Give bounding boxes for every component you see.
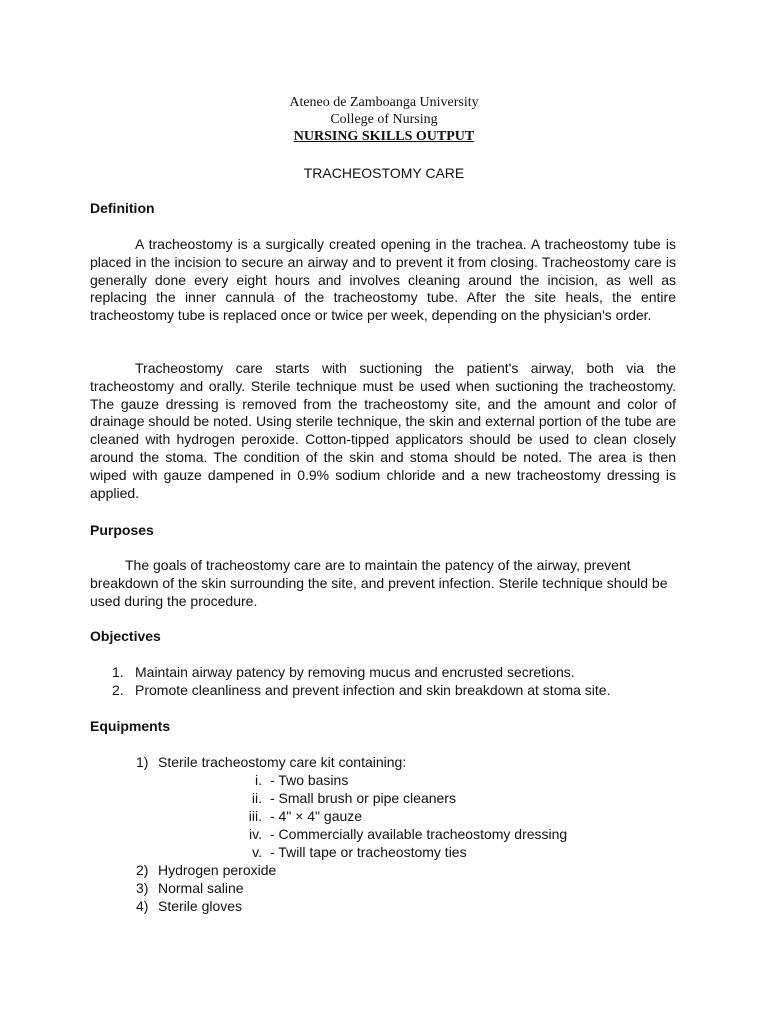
definition-heading: Definition — [90, 200, 155, 216]
kit-item-number: i. — [255, 772, 262, 788]
kit-item-text: - Two basins — [270, 772, 349, 788]
objectives-heading: Objectives — [90, 628, 161, 644]
purposes-paragraph: The goals of tracheostomy care are to maintain the patency of the airway, prevent breakdown of the skin surrounding the site, and prevent infection. Sterile technique should be used during the procedure. — [90, 557, 668, 609]
objective-text: Maintain airway patency by removing mucus and encrusted secretions. — [135, 664, 575, 680]
equipment-number: 3) — [136, 880, 149, 896]
kit-item-number: iii. — [248, 808, 262, 824]
college-name: College of Nursing — [330, 112, 438, 127]
equipment-number: 1) — [136, 754, 149, 770]
kit-item-text: - Small brush or pipe cleaners — [270, 790, 456, 806]
definition-paragraph-2: Tracheostomy care starts with suctioning the patient's airway, both via the tracheostomy and orally. Sterile technique must be used when suctioning the tracheostomy. The gauze dressing is removed from the tracheostomy site, and the amount and color of drainage should be noted. Using sterile technique, the skin and external portion of the tube are cleaned with hydrogen peroxide. Cotton-tipped applicators should be used to clean closely around the stoma. The condition of the skin and stoma should be noted. The area is then wiped with gauze dampened in 0.9% sodium chloride and a new tracheostomy dressing is applied. — [90, 360, 676, 501]
kit-item-number: ii. — [251, 790, 262, 806]
definition-paragraph-1: A tracheostomy is a surgically created opening in the trachea. A tracheostomy tube is placed in the incision to secure an airway and to prevent it from closing. Tracheostomy care is generally done every eight hours and involves cleaning around the incision, as well as replacing the inner cannula of the tracheostomy tube. After the site heals, the entire tracheostomy tube is replaced once or twice per week, depending on the physician's order. — [90, 236, 676, 324]
kit-item-text: - Commercially available tracheostomy dressing — [270, 826, 568, 842]
kit-item-number: v. — [252, 844, 262, 860]
kit-item-text: - 4" × 4" gauze — [270, 808, 363, 824]
objective-text: Promote cleanliness and prevent infection and skin breakdown at stoma site. — [135, 682, 611, 698]
equipment-text: Sterile gloves — [158, 898, 243, 914]
equipment-text: Hydrogen peroxide — [158, 862, 277, 878]
equipment-text: Sterile tracheostomy care kit containing: — [158, 754, 407, 770]
topic-title: TRACHEOSTOMY CARE — [303, 165, 465, 181]
objective-number: 1. — [112, 664, 124, 680]
output-title: NURSING SKILLS OUTPUT — [293, 129, 475, 144]
kit-item-text: - Twill tape or tracheostomy ties — [270, 844, 467, 860]
purposes-heading: Purposes — [90, 522, 154, 538]
kit-item-number: iv. — [249, 826, 262, 842]
equipment-number: 4) — [136, 898, 149, 914]
equipments-heading: Equipments — [90, 718, 171, 734]
university-name: Ateneo de Zamboanga University — [289, 95, 479, 110]
equipment-text: Normal saline — [158, 880, 244, 896]
objective-number: 2. — [112, 682, 124, 698]
equipment-number: 2) — [136, 862, 149, 878]
